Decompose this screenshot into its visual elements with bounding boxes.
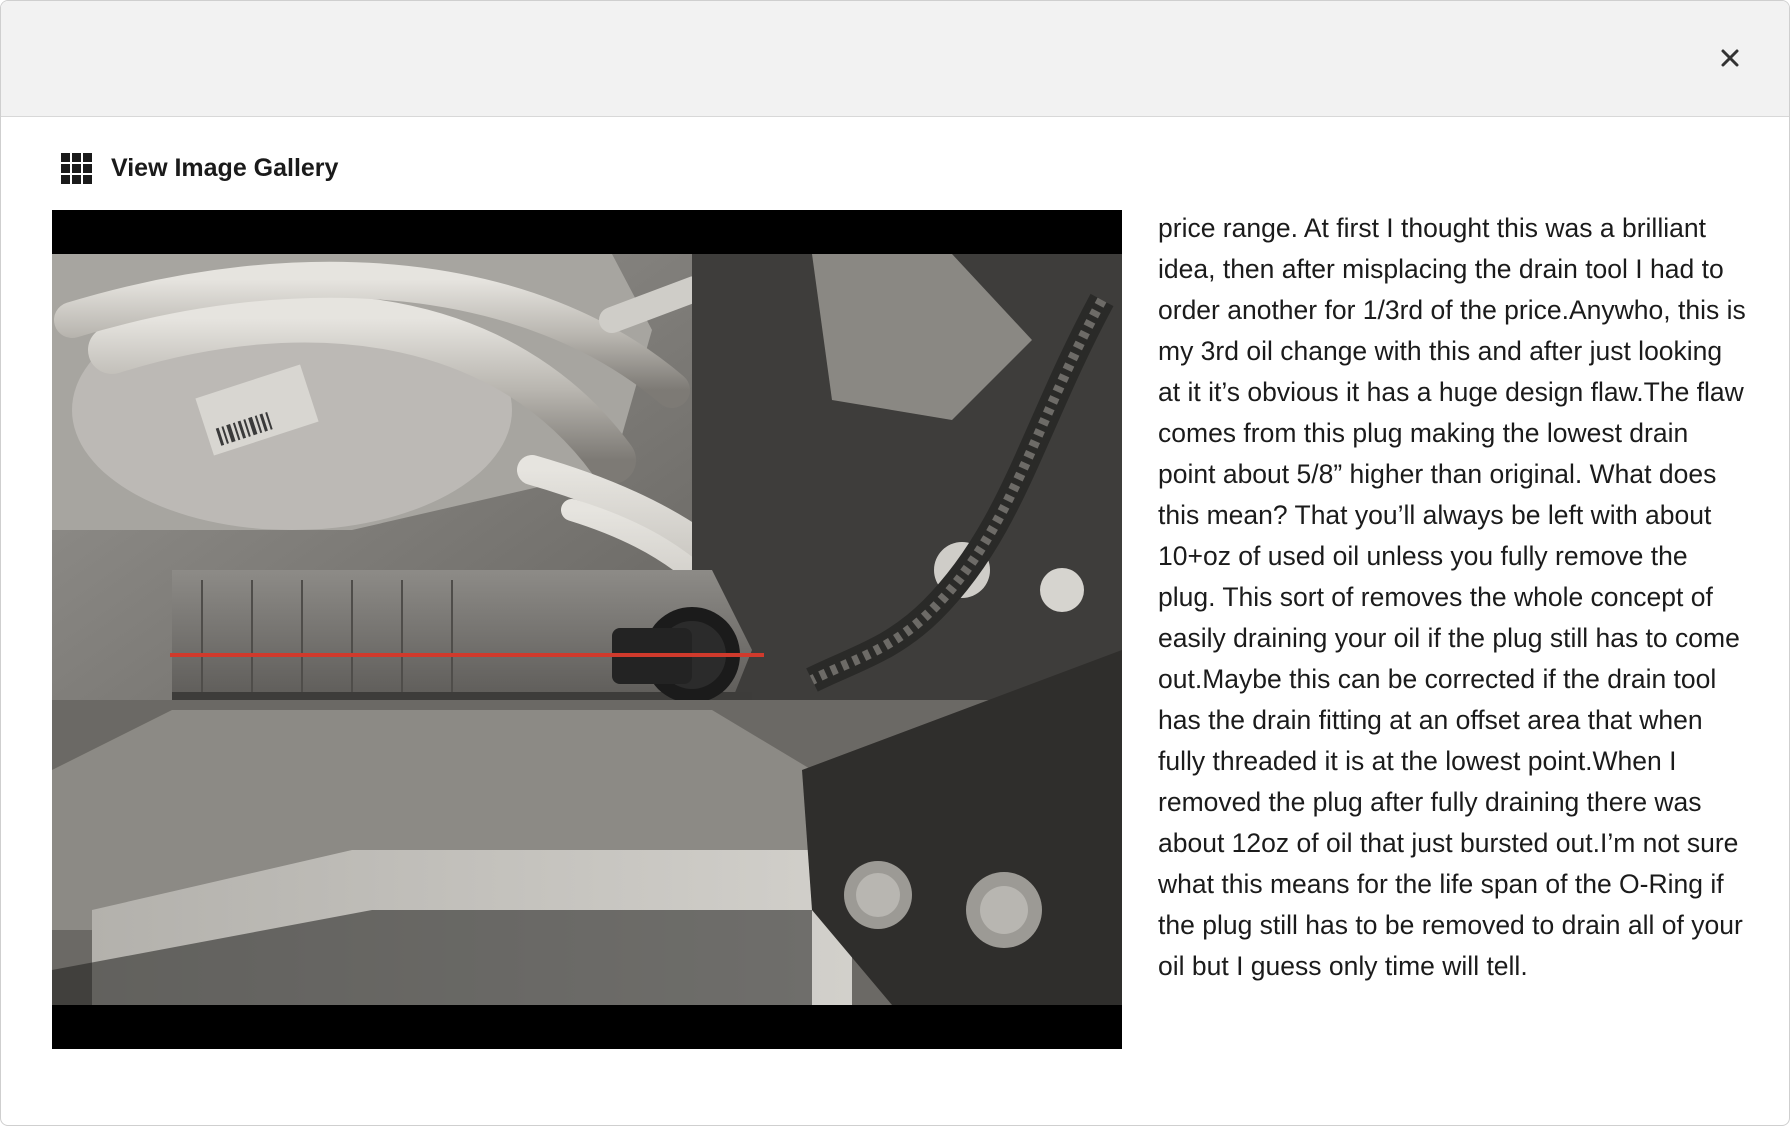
- close-button[interactable]: [1715, 43, 1745, 73]
- engine-photo: [52, 210, 1122, 1049]
- review-body: price range. At first I thought this was a brilliant idea, then after misplacing the drain tool I had to order another for 1/3rd of the price.Anywho, this is my 3rd oil change with this and after just looking at it it’s obvious it has a huge design flaw.The flaw comes from this plug making the lowest drain point about 5/8” higher than original. What does this mean? That you’ll always be left with about 10+oz of used oil unless you fully remove the plug. This sort of removes the whole concept of easily draining your oil if the plug still has to come out.Maybe this can be corrected if the drain tool has the drain fitting at an offset area that when fully threaded it is at the lowest point.When I removed the plug after fully draining there was about 12oz of oil that just bursted out.I’m not sure what this means for the life span of the O-Ring if the plug still has to be removed to drain all of your oil but I guess only time will tell.: [1158, 213, 1746, 981]
- gallery-label: View Image Gallery: [111, 153, 339, 182]
- close-icon: [1720, 48, 1740, 68]
- grid-icon: [61, 153, 92, 184]
- modal-header: [1, 1, 1789, 117]
- review-image[interactable]: [52, 210, 1122, 1049]
- review-text: [1158, 208, 1748, 1049]
- view-image-gallery-link[interactable]: [61, 150, 338, 186]
